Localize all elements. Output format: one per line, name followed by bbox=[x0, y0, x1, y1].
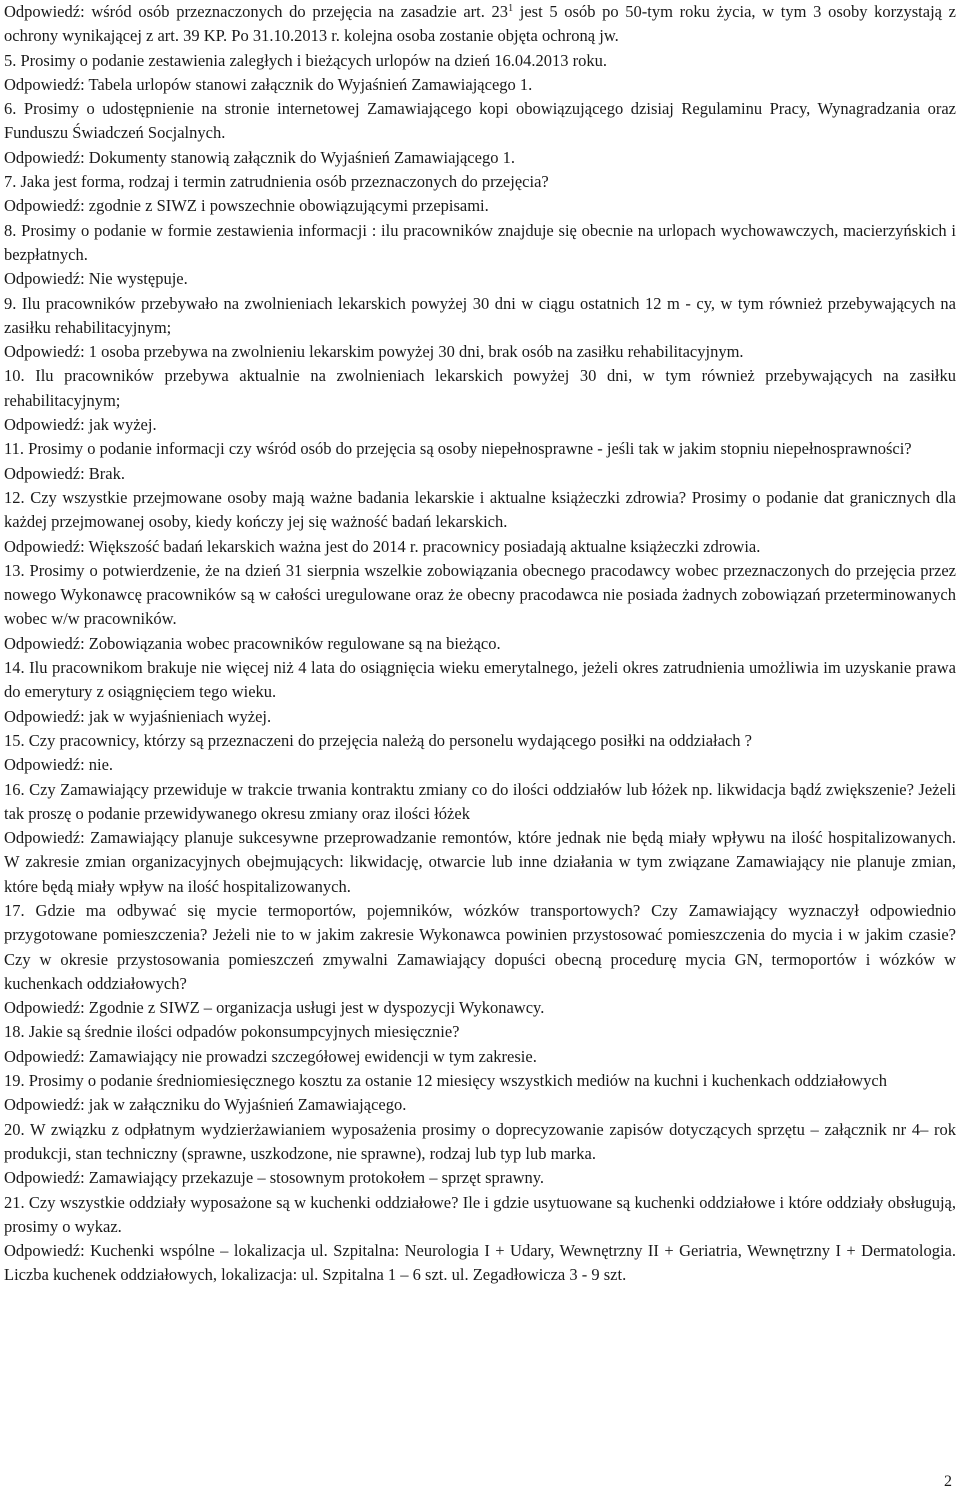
answer-18: Odpowiedź: Zamawiający nie prowadzi szczegółowej ewidencji w tym zakresie. bbox=[4, 1046, 537, 1066]
answer-11: Odpowiedź: Brak. bbox=[4, 463, 125, 483]
answer-19: Odpowiedź: jak w załączniku do Wyjaśnień Zamawiającego. bbox=[4, 1095, 407, 1115]
answer-16: Odpowiedź: Zamawiający planuje sukcesywne przeprowadzanie remontów, które jednak nie będą miały wpływu na ilość hospitalizowanych. W zakresie zmian organizacyjnych obejmujących: likwidację, otwarcie lub inne działania w tym związane Zamawiający nie planuje zmian, które będą miały wpływ na ilość hospitalizowanych. bbox=[4, 828, 956, 896]
question-14: 14. Ilu pracownikom brakuje nie więcej niż 4 lata do osiągnięcia wieku emerytalnego, jeżeli okres zatrudnienia umożliwia im uzyskanie prawa do emerytury z osiągnięciem tego wieku. bbox=[4, 658, 956, 702]
answer-5: Odpowiedź: Tabela urlopów stanowi załącznik do Wyjaśnień Zamawiającego 1. bbox=[4, 74, 533, 94]
answer-13: Odpowiedź: Zobowiązania wobec pracowników regulowane są na bieżąco. bbox=[4, 633, 501, 653]
answer-10: Odpowiedź: jak wyżej. bbox=[4, 415, 157, 435]
paragraph-text: Odpowiedź: wśród osób przeznaczonych do przejęcia na zasadzie art. 23 bbox=[4, 2, 509, 21]
question-21: 21. Czy wszystkie oddziały wyposażone są w kuchenki oddziałowe? Ile i gdzie usytuowane są kuchenki oddziałowe i które oddziały obsługują, prosimy o wykaz. bbox=[4, 1192, 956, 1236]
paragraph-text: jest 5 osób po 50-tym roku życia, w tym 3 osoby korzystają z ochrony wynikającej z art. 39 KP. Po 31.10.2013 r. kolejna osoba zostanie objęta ochroną jw. bbox=[4, 2, 956, 46]
question-7: 7. Jaka jest forma, rodzaj i termin zatrudnienia osób przeznaczonych do przejęcia? bbox=[4, 172, 549, 192]
question-18: 18. Jakie są średnie ilości odpadów pokonsumpcyjnych miesięcznie? bbox=[4, 1022, 460, 1042]
question-11: 11. Prosimy o podanie informacji czy wśród osób do przejęcia są osoby niepełnosprawne - jeśli tak w jakim stopniu niepełnosprawności? bbox=[4, 439, 912, 459]
question-12: 12. Czy wszystkie przejmowane osoby mają ważne badania lekarskie i aktualne książeczki zdrowia? Prosimy o podanie dat granicznych dla każdej przejmowanej osoby, kiedy kończy jej się ważność badań lekarskich. bbox=[4, 487, 956, 532]
answer-14: Odpowiedź: jak w wyjaśnieniach wyżej. bbox=[4, 706, 272, 726]
question-9: 9. Ilu pracowników przebywało na zwolnieniach lekarskich powyżej 30 dni w ciągu ostatnich 12 m - cy, w tym również przebywających na zasiłku rehabilitacyjnym; bbox=[4, 293, 956, 337]
question-8: 8. Prosimy o podanie w formie zestawienia informacji : ilu pracowników znajduje się obecnie na urlopach wychowawczych, macierzyńskich i bezpłatnych. bbox=[4, 220, 956, 264]
document-page bbox=[4, 0, 956, 1288]
question-20: 20. W związku z odpłatnym wydzierżawianiem wyposażenia prosimy o doprecyzowanie zapisów dotyczących sprzętu – załącznik nr 4– rok produkcji, stan techniczny (sprawne, uszkodzone, nie sprawne), rodzaj lub typ lub marka. bbox=[4, 1119, 956, 1163]
answer-20: Odpowiedź: Zamawiający przekazuje – stosownym protokołem – sprzęt sprawny. bbox=[4, 1168, 545, 1188]
question-5: 5. Prosimy o podanie zestawienia zaległych i bieżących urlopów na dzień 16.04.2013 roku. bbox=[4, 50, 607, 70]
question-15: 15. Czy pracownicy, którzy są przeznaczeni do przejęcia należą do personelu wydającego posiłki na oddziałach ? bbox=[4, 730, 752, 750]
answer-8: Odpowiedź: Nie występuje. bbox=[4, 269, 188, 289]
question-19: 19. Prosimy o podanie średniomiesięcznego kosztu za ostanie 12 miesięcy wszystkich mediów na kuchni i kuchenkach oddziałowych bbox=[4, 1071, 887, 1091]
answer-15: Odpowiedź: nie. bbox=[4, 755, 114, 775]
answer-7: Odpowiedź: zgodnie z SIWZ i powszechnie obowiązującymi przepisami. bbox=[4, 196, 489, 216]
answer-17: Odpowiedź: Zgodnie z SIWZ – organizacja usługi jest w dyspozycji Wykonawcy. bbox=[4, 998, 545, 1018]
answer-6: Odpowiedź: Dokumenty stanowią załącznik do Wyjaśnień Zamawiającego 1. bbox=[4, 147, 515, 167]
answer-9: Odpowiedź: 1 osoba przebywa na zwolnieniu lekarskim powyżej 30 dni, brak osób na zasiłku rehabilitacyjnym. bbox=[4, 342, 744, 362]
question-16: 16. Czy Zamawiający przewiduje w trakcie trwania kontraktu zmiany co do ilości oddziałów lub łóżek np. likwidacja bądź zwiększenie? Jeżeli tak proszę o podanie przewidywanego okresu zmiany oraz ilości łóżek bbox=[4, 779, 956, 823]
paragraph bbox=[4, 0, 956, 49]
answer-21: Odpowiedź: Kuchenki wspólne – lokalizacja ul. Szpitalna: Neurologia I + Udary, Wewnętrzny II + Geriatria, Wewnętrzny I + Dermatologia. Liczba kuchenek oddziałowych, lokalizacja: ul. Szpitalna 1 – 6 szt. ul. Zegadłowicza 3 - 9 szt. bbox=[4, 1241, 956, 1285]
question-13: 13. Prosimy o potwierdzenie, że na dzień 31 sierpnia wszelkie zobowiązania obecnego pracodawcy wobec przeznaczonych do przejęcia przez nowego Wykonawcę pracowników są w całości uregulowane oraz że obecny pracodawca nie posiada żadnych zobowiązań przeterminowanych wobec w/w pracowników. bbox=[4, 560, 956, 629]
question-17: 17. Gdzie ma odbywać się mycie termoportów, pojemników, wózków transportowych? Czy Zamawiający wyznaczył odpowiednio przygotowane pomieszczenia? Jeżeli nie to w jakim zakresie Wykonawca powinien przystosować pomieszczenia do mycia i w jakim czasie? Czy w okresie przystosowania pomieszczeń zmywalni Zamawiający dopuści obecną procedurę mycia GN, termoportów i wózków w kuchenkach oddziałowych? bbox=[4, 900, 956, 993]
question-6: 6. Prosimy o udostępnienie na stronie internetowej Zamawiającego kopi obowiązującego dzisiaj Regulaminu Pracy, Wynagradzania oraz Funduszu Świadczeń Socjalnych. bbox=[4, 99, 956, 143]
page-number: 2 bbox=[944, 1473, 952, 1490]
question-10: 10. Ilu pracowników przebywa aktualnie na zwolnieniach lekarskich powyżej 30 dni, w tym również przebywających na zasiłku rehabilitacyjnym; bbox=[4, 366, 956, 410]
answer-12: Odpowiedź: Większość badań lekarskich ważna jest do 2014 r. pracownicy posiadają aktualne książeczki zdrowia. bbox=[4, 536, 761, 556]
superscript: 1 bbox=[508, 3, 514, 14]
